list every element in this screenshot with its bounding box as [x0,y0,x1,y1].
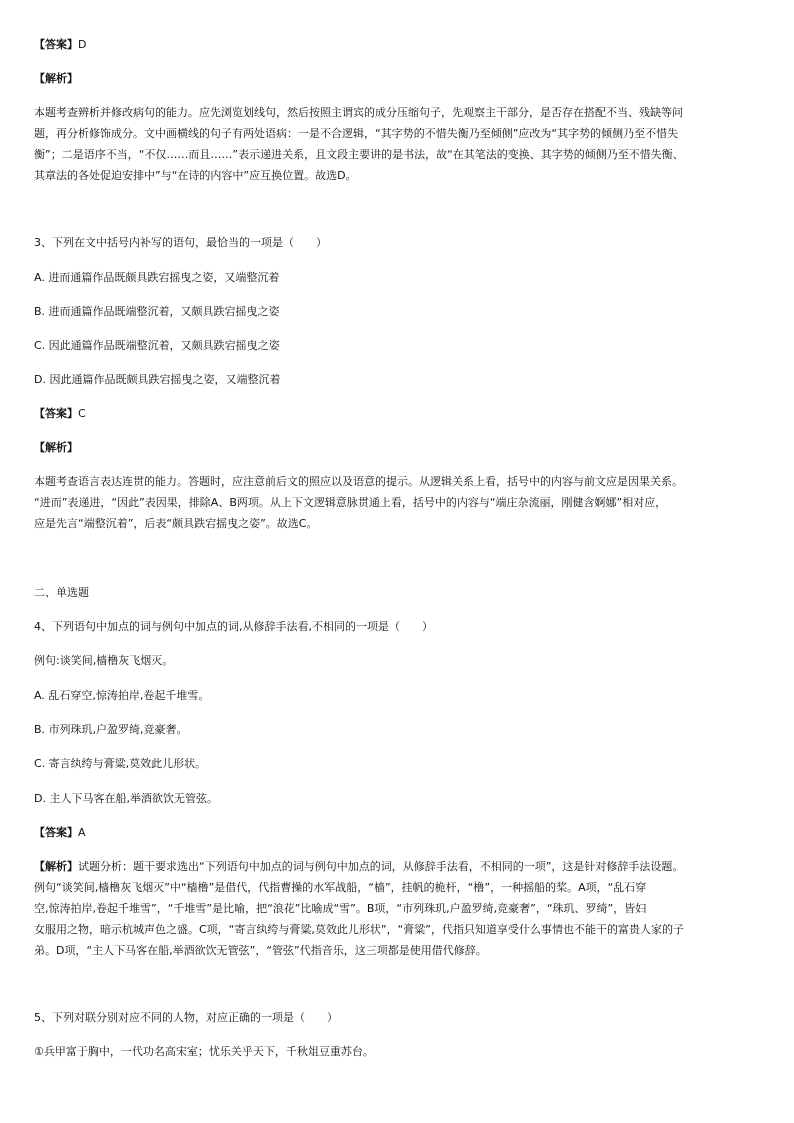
explanation-1-line-1: 本题考查辨析并修改病句的能力。应先浏览划线句，然后按照主谓宾的成分压缩句子，先观察主干部分，是否存在搭配不当、残缺等问 [34,106,683,119]
answer-value: C [78,407,86,420]
analysis-tag-1: 【解析】 [34,72,78,85]
question-3-explanation-line-3: 应是先言“端整沉着”，后表“颇具跌宕摇曳之姿”。故选C。 [34,517,318,530]
question-4-explanation-line-5: 弟。D项，“主人下马客在船,举酒欲饮无管弦”，“管弦”代指音乐，这三项都是使用借代修辞。 [34,944,487,957]
explanation-1-line-2: 题，再分析修饰成分。文中画横线的句子有两处语病：一是不合逻辑，“其字势的不惜失衡乃至倾侧”应改为“其字势的倾侧乃至不惜失 [34,127,679,140]
question-3-explanation-line-2: “进而”表递进，“因此”表因果，排除A、B两项。从上下文逻辑意脉贯通上看，括号中的内容与“端庄杂流丽，刚健含婀娜”相对应， [34,496,667,509]
answer-value: D [78,38,87,51]
explanation-1-line-4: 其章法的各处促迫安排中”与“在诗的内容中”应互换位置。故选D。 [34,169,357,182]
question-3-option-d: D. 因此通篇作品既颇具跌宕摇曳之姿，又端整沉着 [34,373,281,386]
explanation-1-line-3: 衡”；二是语序不当，“不仅……而且……”表示递进关系，且文段主要讲的是书法，故“在其笔法的变换、其字势的倾侧乃至不惜失衡、 [34,148,684,161]
question-3-option-c: C. 因此通篇作品既端整沉着，又颇具跌宕摇曳之姿 [34,339,280,352]
answer-value: A [78,826,86,839]
answer-tag: 【答案】 [34,826,78,839]
question-3-option-b: B. 进而通篇作品既端整沉着，又颇具跌宕摇曳之姿 [34,305,280,318]
question-3-explanation-line-1: 本题考查语言表达连贯的能力。答题时，应注意前后文的照应以及语意的提示。从逻辑关系上看，括号中的内容与前文应是因果关系。 [34,475,683,488]
question-3-option-a: A. 进而通篇作品既颇具跌宕摇曳之姿，又端整沉着 [34,271,280,284]
question-5-couplet-1: ①兵甲富于胸中，一代功名高宋室；忧乐关乎天下，千秋俎豆重苏台。 [34,1045,374,1058]
answer-line-1 [34,38,86,52]
question-4-option-a: A. 乱石穿空,惊涛拍岸,卷起千堆雪。 [34,689,210,702]
question-4-option-d: D. 主人下马客在船,举酒欲饮无管弦。 [34,792,218,805]
analysis-tag: 【解析】 [34,860,78,873]
question-4-explanation-line-2: 例句“谈笑间,樯橹灰飞烟灭”中“樯橹”是借代，代指曹操的水军战船，“樯”，挂帆的桅杆，“橹”，一种摇船的桨。A项，“乱石穿 [34,881,647,894]
answer-tag: 【答案】 [34,38,78,51]
question-3-answer [34,407,86,421]
question-3-analysis-tag: 【解析】 [34,441,78,454]
question-4-option-b: B. 市列珠玑,户盈罗绮,竞豪奢。 [34,723,188,736]
question-4-stem: 4、下列语句中加点的词与例句中加点的词,从修辞手法看,不相同的一项是（ ） [34,620,433,633]
question-4-example: 例句:谈笑间,樯橹灰飞烟灭。 [34,654,174,667]
question-4-answer [34,826,86,840]
section-heading: 二、单选题 [34,586,89,599]
question-4-explanation-line-3: 空,惊涛拍岸,卷起千堆雪”，“千堆雪”是比喻，把“浪花”比喻成“雪”。B项，“市列珠玑,户盈罗绮,竞豪奢”，“珠玑、罗绮”，皆妇 [34,902,647,915]
answer-tag: 【答案】 [34,407,78,420]
question-4-option-c: C. 寄言纨绔与膏粱,莫效此儿形状。 [34,757,207,770]
question-3-stem: 3、下列在文中括号内补写的语句，最恰当的一项是（ ） [34,236,327,249]
question-5-stem: 5、下列对联分别对应不同的人物，对应正确的一项是（ ） [34,1011,338,1024]
question-4-explanation-line-4: 女服用之物，暗示杭城声色之盛。C项，“寄言纨绔与膏粱,莫效此儿形状”，“膏粱”，代指只知道享受什么事情也不能干的富贵人家的子 [34,923,684,936]
explanation-lead: 试题分析：题干要求选出“下列语句中加点的词与例句中加点的词，从修辞手法看，不相同的一项”，这是针对修辞手法设题。 [78,860,684,873]
question-4-explanation-line-1 [34,860,683,874]
